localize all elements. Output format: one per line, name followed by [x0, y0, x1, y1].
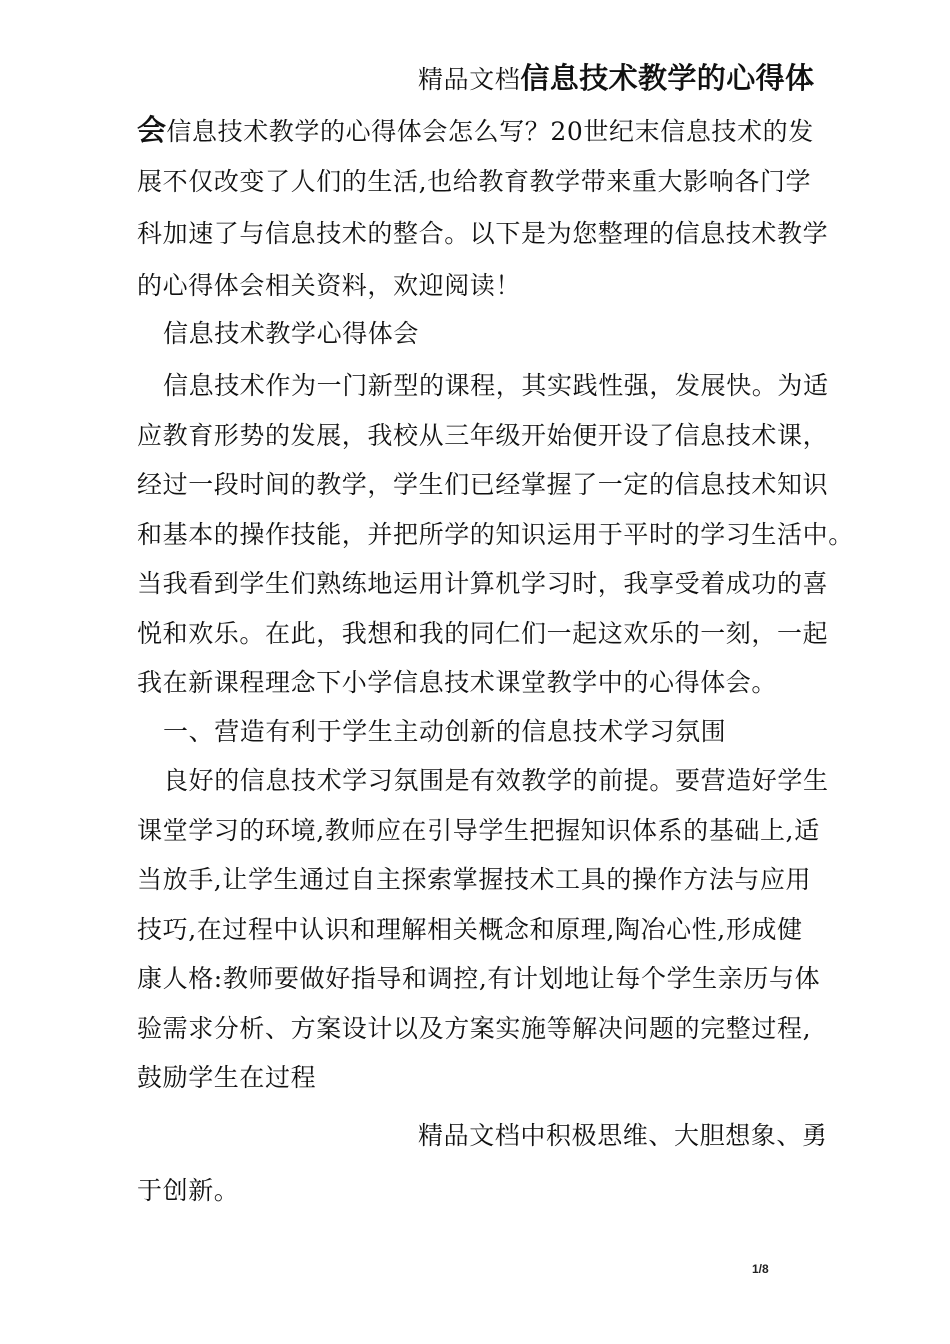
header-line	[418, 62, 950, 96]
document-title-part1: 信息技术教学的心得体	[520, 61, 815, 95]
paragraph1-line-3: 经过一段时间的教学，学生们已经掌握了一定的信息技术知识	[137, 470, 829, 499]
document-title-part2: 会	[137, 113, 167, 147]
paragraph2-line-5: 康人格:教师要做好指导和调控,有计划地让每个学生亲历与体	[137, 964, 821, 993]
paragraph2-line-1: 良好的信息技术学习氛围是有效教学的前提。要营造好学生	[163, 766, 829, 795]
intro-text-1: 信息技术教学的心得体会怎么写？20世纪末信息技术的发	[166, 117, 814, 146]
paragraph2-line-6: 验需求分析、方案设计以及方案实施等解决问题的完整过程,	[137, 1014, 812, 1043]
paragraph2-line-3: 当放手,让学生通过自主探索掌握技术工具的操作方法与应用	[137, 865, 812, 894]
intro-line-4: 的心得体会相关资料，欢迎阅读！	[137, 271, 522, 300]
intro-line-2: 展不仅改变了人们的生活,也给教育教学带来重大影响各门学	[137, 167, 812, 196]
intro-line-3: 科加速了与信息技术的整合。以下是为您整理的信息技术教学	[137, 219, 829, 248]
page-number: 1/8	[752, 1262, 769, 1276]
intro-line-1	[137, 114, 857, 148]
header-prefix: 精品文档	[418, 65, 521, 94]
tail-line-1: 精品文档中积极思维、大胆想象、勇	[418, 1121, 828, 1150]
paragraph1-line-5: 当我看到学生们熟练地运用计算机学习时，我享受着成功的喜	[137, 569, 829, 598]
paragraph2-line-7: 鼓励学生在过程	[137, 1063, 317, 1092]
paragraph2-line-4: 技巧,在过程中认识和理解相关概念和原理,陶冶心性,形成健	[137, 915, 803, 944]
paragraph1-line-4: 和基本的操作技能，并把所学的知识运用于平时的学习生活中。	[137, 520, 854, 549]
section-heading: 信息技术教学心得体会	[163, 319, 420, 348]
tail-line-2: 于创新。	[137, 1176, 240, 1205]
subheading-1: 一、营造有利于学生主动创新的信息技术学习氛围	[163, 717, 727, 746]
paragraph1-line-6: 悦和欢乐。在此，我想和我的同仁们一起这欢乐的一刻，一起	[137, 619, 829, 648]
paragraph1-line-7: 我在新课程理念下小学信息技术课堂教学中的心得体会。	[137, 668, 778, 697]
paragraph2-line-2: 课堂学习的环境,教师应在引导学生把握知识体系的基础上,适	[137, 816, 820, 845]
paragraph1-line-1: 信息技术作为一门新型的课程，其实践性强，发展快。为适	[163, 371, 829, 400]
paragraph1-line-2: 应教育形势的发展，我校从三年级开始便开设了信息技术课，	[137, 421, 829, 450]
